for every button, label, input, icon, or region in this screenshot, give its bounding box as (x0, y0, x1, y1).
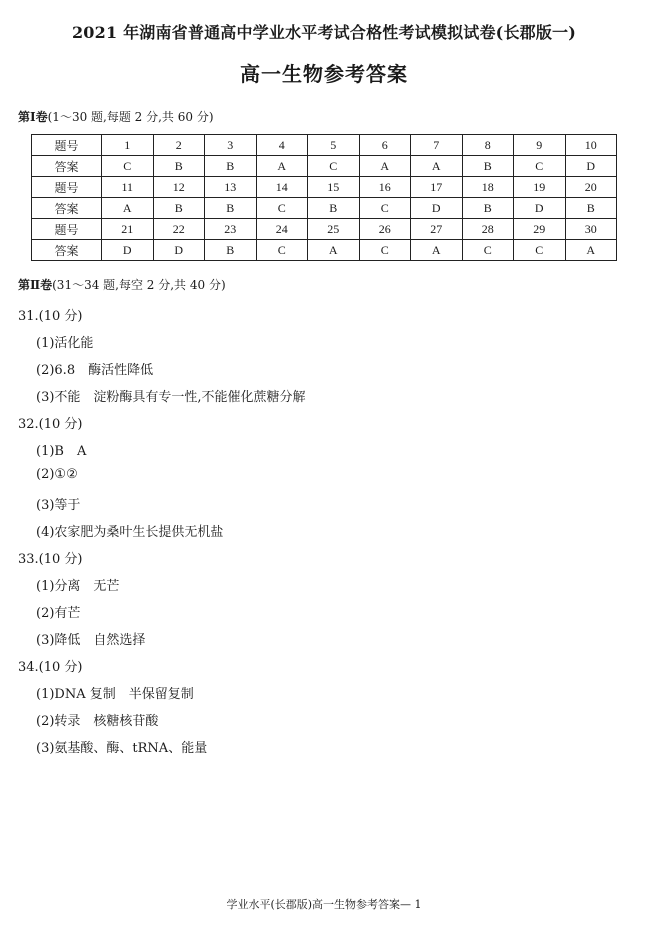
table-cell: C (462, 240, 514, 261)
table-row (32, 177, 617, 198)
question-32-answer-3: (3)等于 (36, 498, 81, 513)
table-cell: C (359, 198, 411, 219)
table-cell: 30 (565, 219, 617, 240)
section-2-description: (31～34 题,每空 2 分,共 40 分) (52, 278, 226, 292)
table-cell: B (205, 156, 257, 177)
table-cell: 15 (308, 177, 360, 198)
table-cell: B (308, 198, 360, 219)
question-31-answer-2: (2)6.8 酶活性降低 (36, 363, 154, 378)
table-row-header: 题号 (32, 219, 102, 240)
question-33-number: 33.(10 分) (18, 552, 83, 567)
table-cell: D (102, 240, 154, 261)
table-cell: C (256, 240, 308, 261)
document-subtitle: 高一生物参考答案 (240, 62, 408, 86)
question-34-answer-2: (2)转录 核糖核苷酸 (36, 714, 159, 729)
table-cell: 18 (462, 177, 514, 198)
table-cell: C (359, 240, 411, 261)
table-row (32, 198, 617, 219)
section-2-label: 第Ⅱ卷 (18, 278, 53, 292)
table-cell: A (359, 156, 411, 177)
table-row (32, 219, 617, 240)
table-row-header: 答案 (32, 198, 102, 219)
question-31-number: 31.(10 分) (18, 309, 83, 324)
table-cell: 6 (359, 135, 411, 156)
table-row (32, 135, 617, 156)
table-row (32, 240, 617, 261)
table-cell: 14 (256, 177, 308, 198)
table-cell: A (411, 240, 463, 261)
table-cell: 8 (462, 135, 514, 156)
table-cell: C (514, 240, 566, 261)
question-32-number: 32.(10 分) (18, 417, 83, 432)
table-cell: C (256, 198, 308, 219)
table-cell: B (153, 198, 205, 219)
table-cell: 29 (514, 219, 566, 240)
table-cell: 22 (153, 219, 205, 240)
table-cell: 9 (514, 135, 566, 156)
table-cell: B (205, 240, 257, 261)
table-cell: A (256, 156, 308, 177)
question-32-answer-1: (1)B A (36, 444, 87, 459)
table-cell: 20 (565, 177, 617, 198)
question-34-number: 34.(10 分) (18, 660, 83, 675)
table-cell: A (308, 240, 360, 261)
page-footer: 学业水平(长郡版)高一生物参考答案— 1 (226, 898, 422, 911)
table-cell: A (565, 240, 617, 261)
table-cell: B (205, 198, 257, 219)
table-cell: D (153, 240, 205, 261)
table-cell: B (462, 198, 514, 219)
table-cell: 3 (205, 135, 257, 156)
table-cell: 13 (205, 177, 257, 198)
question-32-answer-4: (4)农家肥为桑叶生长提供无机盐 (36, 525, 224, 540)
section-2-heading (18, 276, 226, 293)
section-1-description: (1～30 题,每题 2 分,共 60 分) (47, 110, 214, 124)
section-1-heading (18, 108, 214, 125)
table-cell: C (514, 156, 566, 177)
table-cell: A (411, 156, 463, 177)
table-cell: B (153, 156, 205, 177)
question-33-answer-2: (2)有芒 (36, 606, 81, 621)
table-cell: 25 (308, 219, 360, 240)
table-cell: 5 (308, 135, 360, 156)
question-33-answer-1: (1)分离 无芒 (36, 579, 120, 594)
table-cell: B (565, 198, 617, 219)
table-cell: C (102, 156, 154, 177)
table-cell: 4 (256, 135, 308, 156)
table-cell: C (308, 156, 360, 177)
table-cell: 23 (205, 219, 257, 240)
document-title: 2021 年湖南省普通高中学业水平考试合格性考试模拟试卷(长郡版一) (71, 23, 577, 42)
table-cell: D (514, 198, 566, 219)
table-cell: 19 (514, 177, 566, 198)
table-cell: 24 (256, 219, 308, 240)
table-row (32, 156, 617, 177)
question-31-answer-3: (3)不能 淀粉酶具有专一性,不能催化蔗糖分解 (36, 390, 306, 405)
table-cell: D (565, 156, 617, 177)
table-cell: 28 (462, 219, 514, 240)
question-34-answer-1: (1)DNA 复制 半保留复制 (36, 687, 194, 702)
table-cell: 17 (411, 177, 463, 198)
section-1-label: 第Ⅰ卷 (18, 110, 48, 124)
table-row-header: 题号 (32, 177, 102, 198)
answer-table (31, 134, 617, 261)
table-cell: 26 (359, 219, 411, 240)
question-32-answer-2: (2)①② (36, 467, 78, 482)
table-cell: 27 (411, 219, 463, 240)
table-cell: B (462, 156, 514, 177)
table-row-header: 答案 (32, 240, 102, 261)
table-cell: 10 (565, 135, 617, 156)
table-cell: 2 (153, 135, 205, 156)
table-cell: 11 (102, 177, 154, 198)
table-cell: 16 (359, 177, 411, 198)
table-cell: 1 (102, 135, 154, 156)
question-34-answer-3: (3)氨基酸、酶、tRNA、能量 (36, 741, 208, 756)
table-cell: 21 (102, 219, 154, 240)
question-31-answer-1: (1)活化能 (36, 336, 94, 351)
table-cell: 7 (411, 135, 463, 156)
table-row-header: 答案 (32, 156, 102, 177)
table-cell: D (411, 198, 463, 219)
question-33-answer-3: (3)降低 自然选择 (36, 633, 146, 648)
table-cell: A (102, 198, 154, 219)
table-cell: 12 (153, 177, 205, 198)
table-row-header: 题号 (32, 135, 102, 156)
